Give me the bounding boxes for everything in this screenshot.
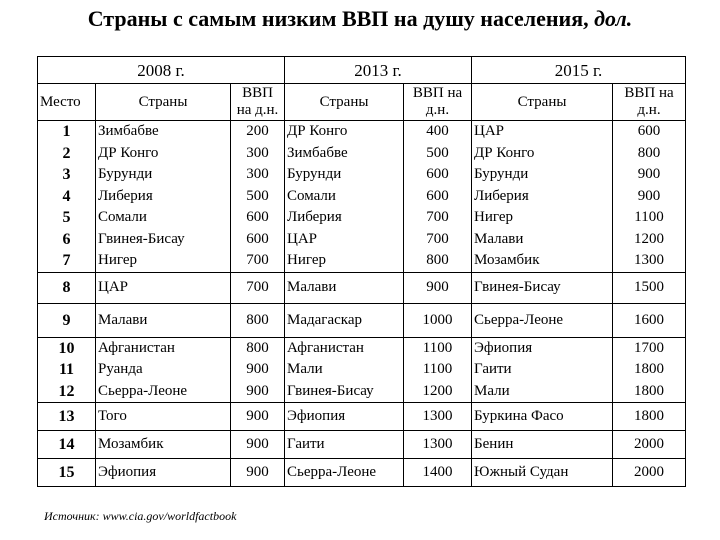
country-2013-cell: ДР Конго Зимбабве Бурунди Сомали Либерия ЦАР Нигер [285, 121, 404, 273]
rank-cell: 8 [38, 272, 96, 303]
country-2015-cell: Южный Судан [472, 459, 613, 487]
gdp-2008-header: ВВП на д.н. [231, 84, 285, 121]
gdp-2015-header: ВВП на д.н. [613, 84, 686, 121]
table-row [38, 303, 686, 337]
table-row [38, 121, 686, 273]
rank-cell: 10 11 12 [38, 337, 96, 403]
year-header-row [38, 57, 686, 84]
table-row [38, 431, 686, 459]
gdp-2013-header: ВВП на д.н. [404, 84, 472, 121]
country-2015-cell: Эфиопия Гаити Мали [472, 337, 613, 403]
year-2015-header: 2015 г. [472, 57, 686, 84]
country-2008-header: Страны [96, 84, 231, 121]
gdp-2013-cell: 1400 [404, 459, 472, 487]
country-2013-cell: Афганистан Мали Гвинея-Бисау [285, 337, 404, 403]
year-2008-header: 2008 г. [38, 57, 285, 84]
table-row [38, 337, 686, 403]
country-2008-cell: Того [96, 403, 231, 431]
country-2015-cell: ЦАР ДР Конго Бурунди Либерия Нигер Малави Мозамбик [472, 121, 613, 273]
rank-cell: 9 [38, 303, 96, 337]
country-2015-cell: Буркина Фасо [472, 403, 613, 431]
country-2013-cell: Эфиопия [285, 403, 404, 431]
title-text: Страны с самым низким ВВП на душу населения, [87, 6, 589, 31]
gdp-table [37, 56, 686, 487]
rank-cell: 13 [38, 403, 96, 431]
country-2008-cell: Малави [96, 303, 231, 337]
column-header-row [38, 84, 686, 121]
table-row [38, 459, 686, 487]
country-2013-cell: Малави [285, 272, 404, 303]
gdp-2013-cell: 400 500 600 600 700 700 800 [404, 121, 472, 273]
gdp-2008-cell: 800 [231, 303, 285, 337]
rank-cell: 14 [38, 431, 96, 459]
table-row [38, 272, 686, 303]
gdp-2015-cell: 2000 [613, 431, 686, 459]
gdp-2015-cell: 2000 [613, 459, 686, 487]
gdp-2015-cell: 1500 [613, 272, 686, 303]
country-2008-cell: ЦАР [96, 272, 231, 303]
gdp-2008-cell: 900 [231, 431, 285, 459]
gdp-2013-cell: 1000 [404, 303, 472, 337]
gdp-2015-cell: 1800 [613, 403, 686, 431]
rank-cell: 15 [38, 459, 96, 487]
country-2008-cell: Зимбабве ДР Конго Бурунди Либерия Сомали Гвинея-Бисау Нигер [96, 121, 231, 273]
gdp-2013-cell: 900 [404, 272, 472, 303]
country-2015-cell: Сьерра-Леоне [472, 303, 613, 337]
gdp-2015-cell: 1600 [613, 303, 686, 337]
country-2015-cell: Бенин [472, 431, 613, 459]
country-2013-cell: Сьерра-Леоне [285, 459, 404, 487]
gdp-2015-cell: 1700 1800 1800 [613, 337, 686, 403]
country-2015-header: Страны [472, 84, 613, 121]
gdp-2008-cell: 700 [231, 272, 285, 303]
gdp-2008-cell: 900 [231, 459, 285, 487]
country-2013-cell: Мадагаскар [285, 303, 404, 337]
gdp-2008-cell: 800 900 900 [231, 337, 285, 403]
gdp-2013-cell: 1100 1100 1200 [404, 337, 472, 403]
country-2015-cell: Гвинея-Бисау [472, 272, 613, 303]
title-unit: дол. [594, 6, 633, 31]
table-row [38, 403, 686, 431]
gdp-2008-cell: 900 [231, 403, 285, 431]
page-title [0, 6, 720, 32]
source-note: Источник: www.cia.gov/worldfactbook [44, 509, 237, 523]
rank-cell: 1 2 3 4 5 6 7 [38, 121, 96, 273]
gdp-2015-cell: 600 800 900 900 1100 1200 1300 [613, 121, 686, 273]
gdp-2008-cell: 200 300 300 500 600 600 700 [231, 121, 285, 273]
country-2008-cell: Эфиопия [96, 459, 231, 487]
year-2013-header: 2013 г. [285, 57, 472, 84]
country-2008-cell: Мозамбик [96, 431, 231, 459]
country-2008-cell: Афганистан Руанда Сьерра-Леоне [96, 337, 231, 403]
gdp-2013-cell: 1300 [404, 403, 472, 431]
country-2013-header: Страны [285, 84, 404, 121]
country-2013-cell: Гаити [285, 431, 404, 459]
rank-header: Место [38, 84, 96, 121]
gdp-2013-cell: 1300 [404, 431, 472, 459]
